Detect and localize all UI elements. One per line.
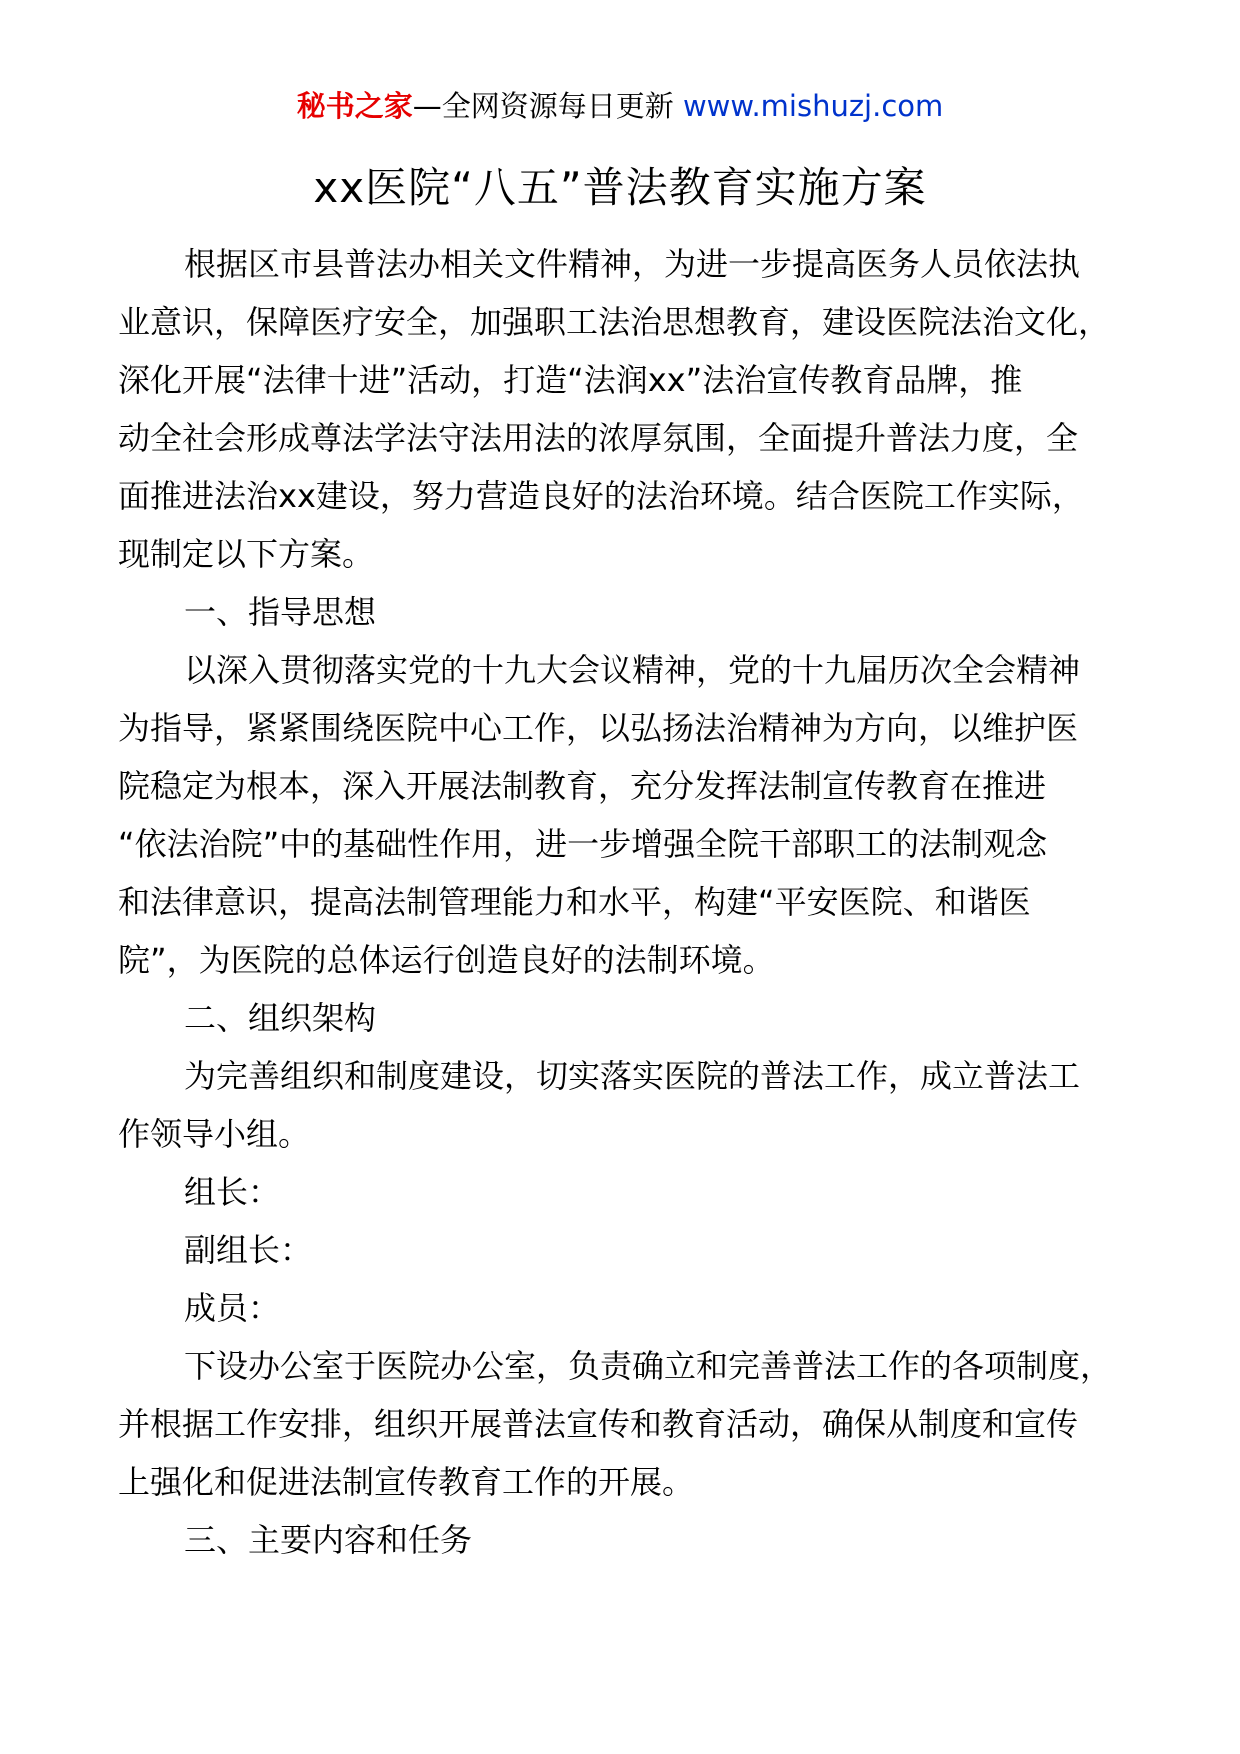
para-guidance-line-3: 院稳定为根本，深入开展法制教育，充分发挥法制宣传教育在推进 [118,767,1047,805]
para-intro-line-4: 动全社会形成尊法学法守法用法的浓厚氛围，全面提升普法力度，全 [118,419,1079,457]
brand-name: 秘书之家 [296,89,413,123]
para-office-line-1: 下设办公室于医院办公室，负责确立和完善普法工作的各项制度， [184,1347,1113,1385]
para-organization-line-2: 作领导小组。 [118,1115,311,1153]
para-intro-line-1: 根据区市县普法办相关文件精神，为进一步提高医务人员依法执 [184,245,1081,283]
section-heading-1: 一、指导思想 [184,593,377,631]
para-office-line-3: 上强化和促进法制宣传教育工作的开展。 [118,1463,695,1501]
document-body [118,235,1158,1569]
members-label: 成员： [184,1289,281,1327]
para-intro-line-6: 现制定以下方案。 [118,535,375,573]
leader-label: 组长： [184,1173,281,1211]
site-url-link[interactable]: www.mishuzj.com [682,89,944,123]
para-guidance-line-1: 以深入贯彻落实党的十九大会议精神，党的十九届历次全会精神 [184,651,1081,689]
para-organization-line-1: 为完善组织和制度建设，切实落实医院的普法工作，成立普法工 [184,1057,1081,1095]
document-title: xx医院“八五”普法教育实施方案 [313,163,927,212]
para-intro-line-2: 业意识，保障医疗安全，加强职工法治思想教育，建设医院法治文化， [118,303,1111,341]
para-intro-line-5: 面推进法治xx建设，努力营造良好的法治环境。结合医院工作实际， [118,477,1084,515]
section-heading-3: 三、主要内容和任务 [184,1521,473,1559]
para-office-line-2: 并根据工作安排，组织开展普法宣传和教育活动，确保从制度和宣传 [118,1405,1079,1443]
deputy-leader-label: 副组长： [184,1231,313,1269]
para-guidance-line-2: 为指导，紧紧围绕医院中心工作，以弘扬法治精神为方向，以维护医 [118,709,1079,747]
para-guidance-line-6: 院”，为医院的总体运行创造良好的法制环境。 [118,941,775,979]
para-guidance-line-4: “依法治院”中的基础性作用，进一步增强全院干部职工的法制观念 [118,825,1048,863]
para-guidance-line-5: 和法律意识，提高法制管理能力和水平，构建“平安医院、和谐医 [118,883,1031,921]
site-header [0,86,1240,126]
para-intro-line-3: 深化开展“法律十进”活动，打造“法润xx”法治宣传教育品牌，推 [118,361,1023,399]
header-tagline: —全网资源每日更新 [412,89,683,123]
section-heading-2: 二、组织架构 [184,999,377,1037]
